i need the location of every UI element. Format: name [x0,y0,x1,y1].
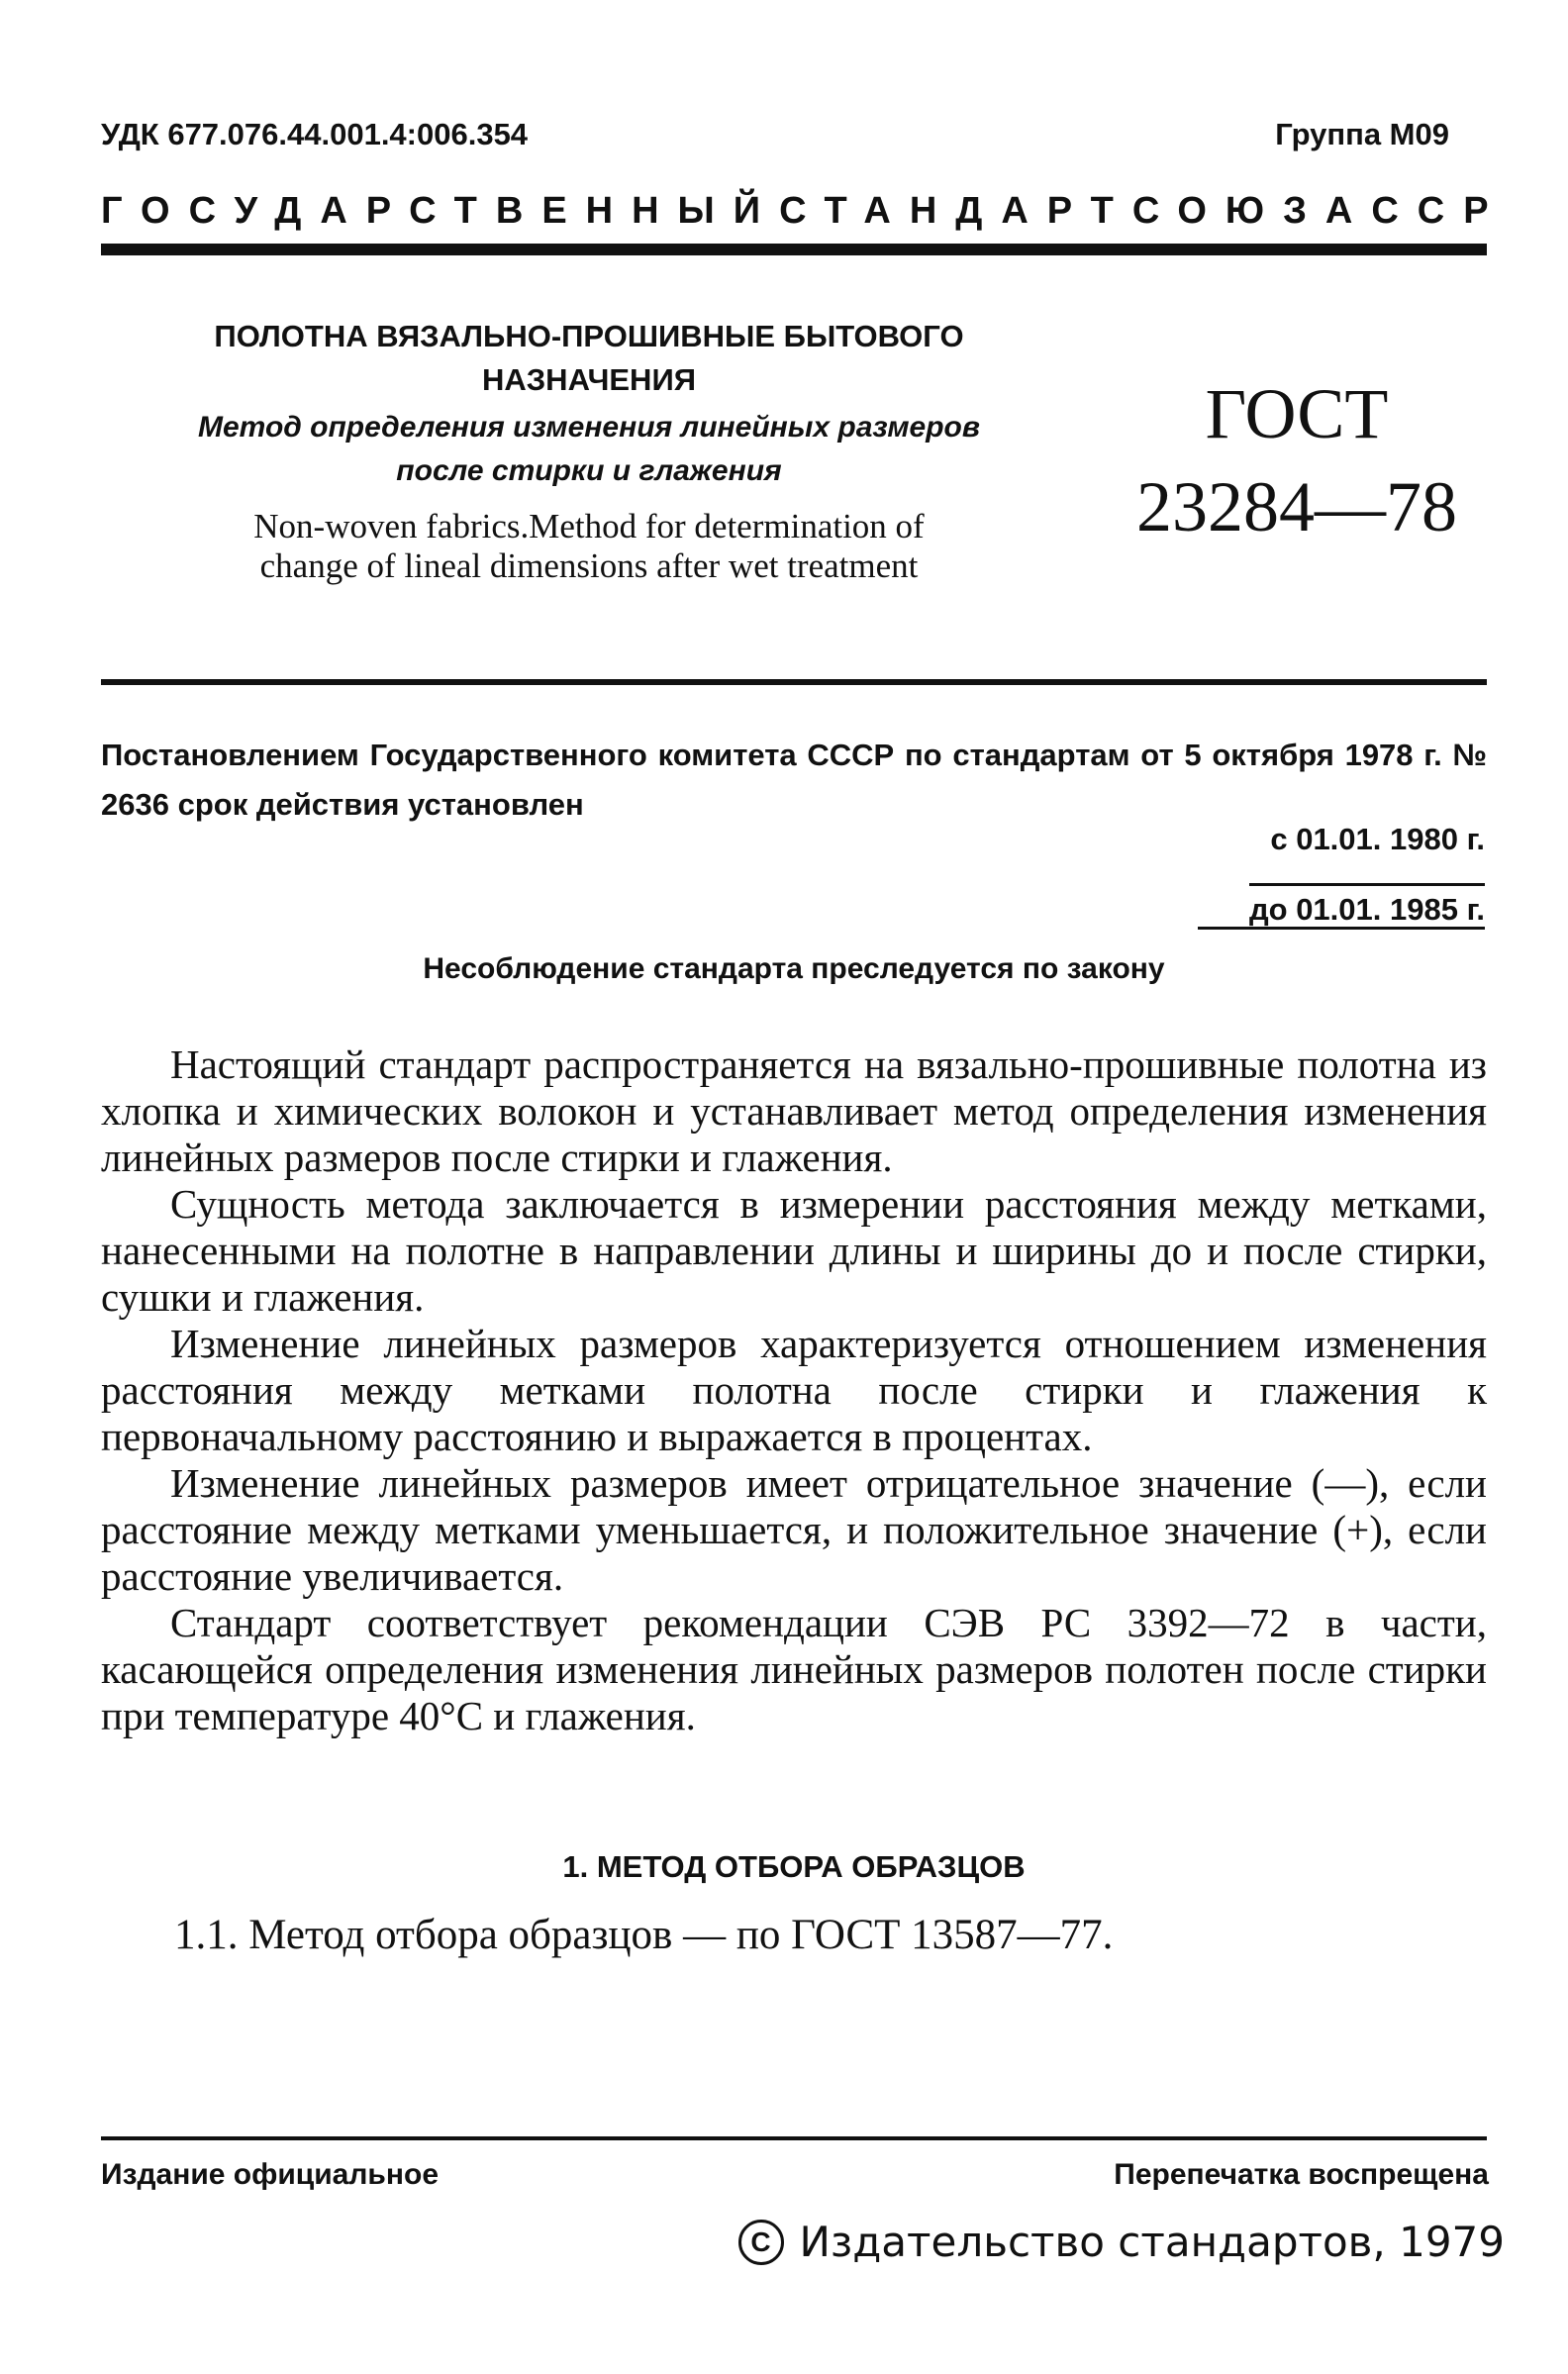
paragraph-sign: Изменение линейных размеров имеет отрицательное значение (—), если расстояние между метками уменьшается, и положительное значение (+), если расстояние увеличивается. [101,1460,1487,1599]
section-heading: 1. МЕТОД ОТБОРА ОБРАЗЦОВ [562,1849,1026,1884]
valid-to-underline [1198,927,1485,930]
english-title-line-2: change of lineal dimensions after wet treatment [259,546,919,585]
title-block [99,315,1079,586]
valid-from-date: с 01.01. 1980 г. [1270,822,1485,856]
state-standard-banner [101,190,1508,233]
udc-code: УДК 677.076.44.001.4:006.354 [101,117,529,151]
gost-designation [1099,372,1495,548]
group-code: Группа М09 [1275,117,1449,151]
title-line-2: НАЗНАЧЕНИЯ [481,362,697,397]
gost-label: ГОСТ [1205,374,1389,453]
subtitle-line-2: после стирки и глажения [396,454,782,487]
banner-word-1: ГОСУДАРСТВЕННЫЙ [101,190,780,232]
gost-number: 23284—78 [1136,467,1457,546]
decree-text: Постановлением Государственного комитета СССР по стандартам от 5 октября 1978 г. № 2636 срок действия установлен [101,738,1487,822]
valid-to-date: до 01.01. 1985 г. [1249,883,1485,928]
paragraph-definition: Изменение линейных размеров характеризуется отношением изменения расстояния между метками полотна после стирки и глажения к первоначальному расстоянию и выражается в процентах. [101,1321,1487,1459]
body-text [101,1041,1487,1739]
banner-word-2: СТАНДАРТ [779,190,1132,232]
paragraph-essence: Сущность метода заключается в измерении расстояния между метками, нанесенными на полотне в направлении длины и ширины до и после стирки, сушки и глажения. [101,1181,1487,1320]
official-edition-label: Издание официальное [101,2158,440,2191]
copyright-icon: C [738,2220,784,2265]
title-line-1: ПОЛОТНА ВЯЗАЛЬНО-ПРОШИВНЫЕ БЫТОВОГО [214,319,964,353]
reprint-prohibited-label: Перепечатка воспрещена [1114,2158,1489,2191]
footer-rule [101,2136,1487,2140]
clause-1-1: 1.1. Метод отбора образцов — по ГОСТ 13587—77. [174,1912,1114,1958]
paragraph-compliance: Стандарт соответствует рекомендации СЭВ РС 3392—72 в части, касающейся определения изменения линейных размеров полотен после стирки при температуре 40°С и глажения. [101,1600,1487,1738]
publisher-line [738,2218,1505,2266]
banner-word-4: ССР [1371,190,1508,232]
publisher-text: Издательство стандартов, 1979 [799,2218,1505,2266]
subtitle-line-1: Метод определения изменения линейных размеров [198,411,980,444]
paragraph-scope: Настоящий стандарт распространяется на вязально-прошивные полотна из хлопка и химических волокон и устанавливает метод определения изменения линейных размеров после стирки и глажения. [101,1041,1487,1180]
banner-word-3: СОЮЗА [1131,190,1372,232]
document-subtitle [99,406,1079,493]
section-rule [101,679,1487,685]
english-title-line-1: Non-woven fabrics.Method for determination of [253,507,925,545]
banner-rule [101,244,1487,255]
document-title [99,315,1079,402]
english-title [99,507,1079,586]
enforcement-notice: Несоблюдение стандарта преследуется по закону [423,952,1165,985]
